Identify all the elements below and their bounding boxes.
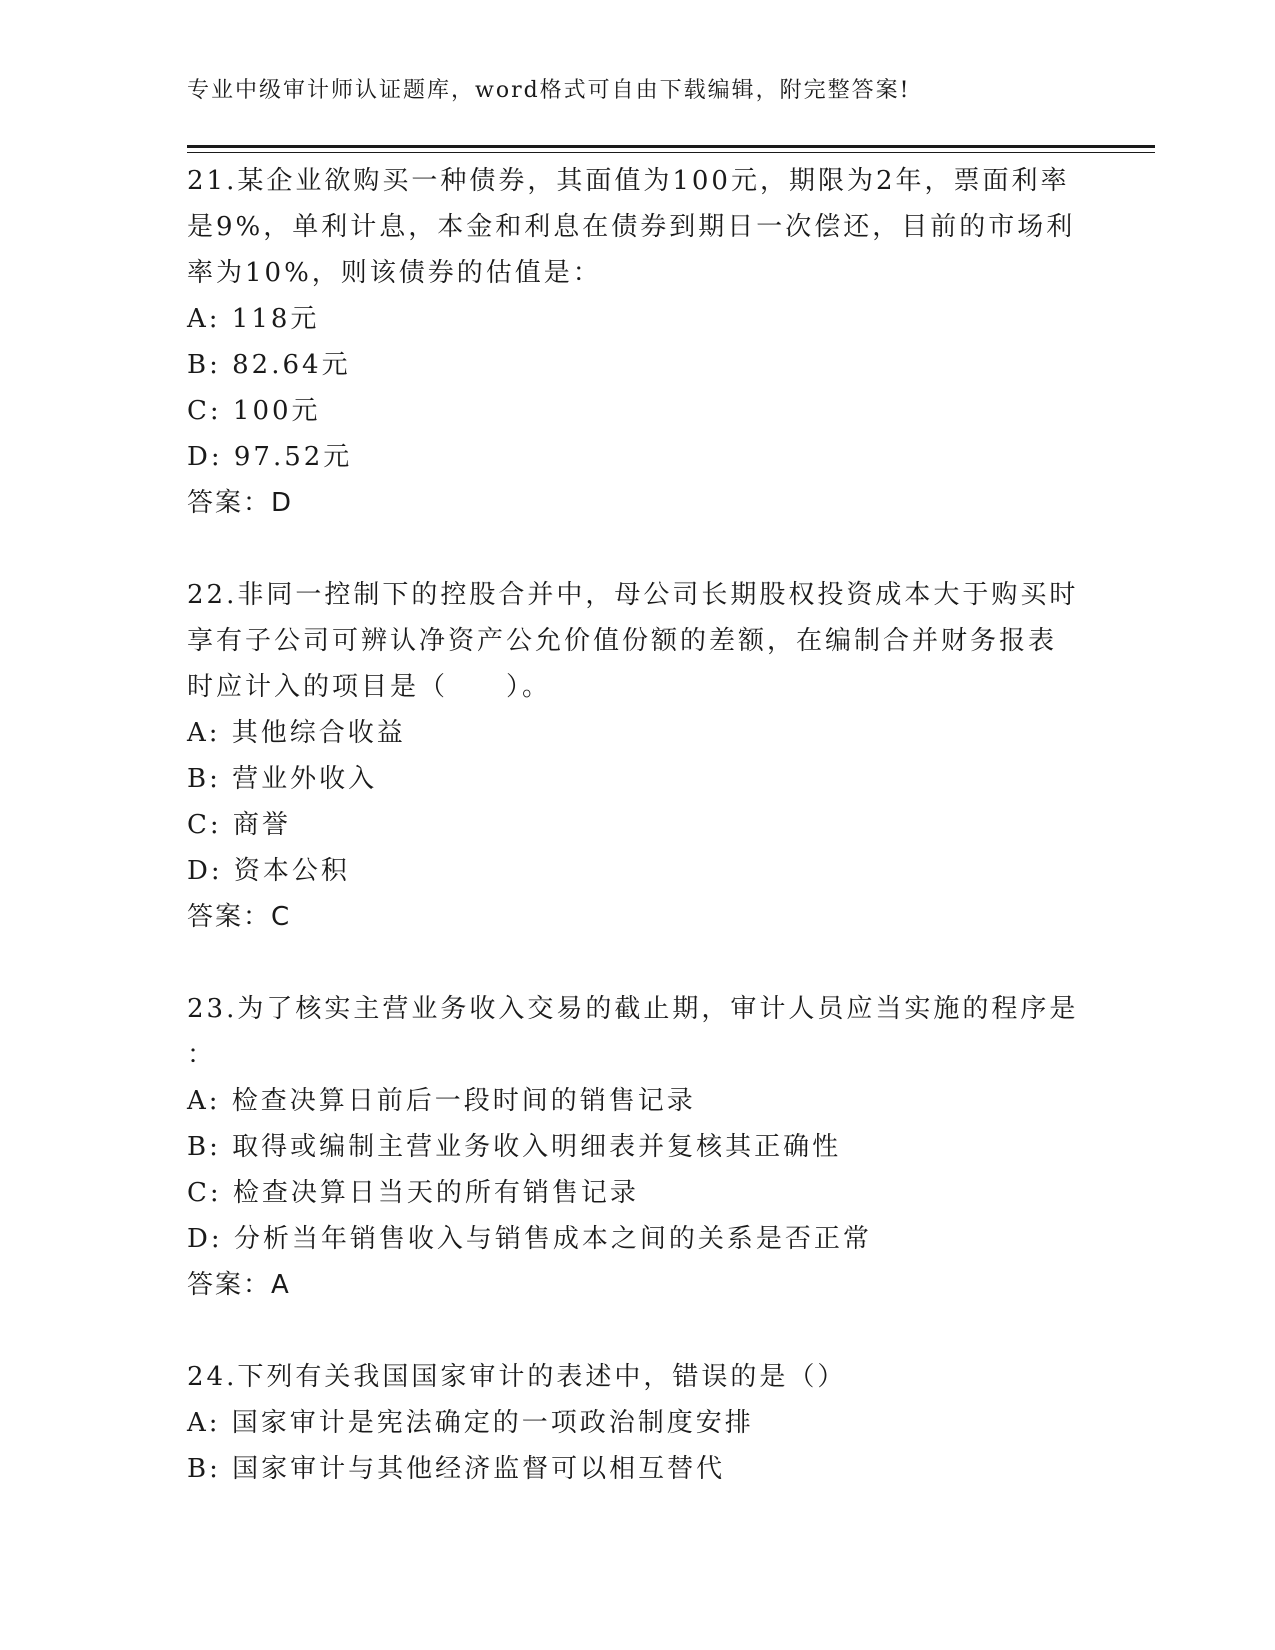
option-c: C: 100元 [187, 396, 321, 426]
option-d: D: 分析当年销售收入与销售成本之间的关系是否正常 [187, 1224, 872, 1254]
option-a: A: 其他综合收益 [187, 718, 406, 748]
option-c: C: 检查决算日当天的所有销售记录 [187, 1178, 639, 1208]
answer-label: 答案：A [187, 1270, 291, 1300]
spacer [187, 526, 1087, 572]
option-d: D: 资本公积 [187, 856, 350, 886]
question-21 [187, 158, 1087, 526]
header-rule-thin [187, 152, 1155, 153]
question-stem-line: 时应计入的项目是（ ）。 [187, 672, 552, 702]
option-b: B: 取得或编制主营业务收入明细表并复核其正确性 [187, 1132, 842, 1162]
question-stem-line: ： [187, 1040, 217, 1070]
question-list [187, 158, 1087, 1492]
header-rule-thick [187, 145, 1155, 148]
question-23 [187, 986, 1087, 1308]
spacer [187, 1308, 1087, 1354]
answer-label: 答案：D [187, 488, 294, 518]
question-stem-line: 22.非同一控制下的控股合并中，母公司长期股权投资成本大于购买时 [187, 580, 1079, 610]
question-stem-line: 率为10%，则该债券的估值是： [187, 258, 602, 288]
option-a: A: 国家审计是宪法确定的一项政治制度安排 [187, 1408, 754, 1438]
option-b: B: 82.64元 [187, 350, 351, 380]
question-22 [187, 572, 1087, 940]
question-stem-line: 24.下列有关我国国家审计的表述中，错误的是（） [187, 1362, 847, 1392]
question-24 [187, 1354, 1087, 1492]
spacer [187, 940, 1087, 986]
question-stem-line: 23.为了核实主营业务收入交易的截止期，审计人员应当实施的程序是 [187, 994, 1079, 1024]
option-b: B: 国家审计与其他经济监督可以相互替代 [187, 1454, 726, 1484]
page-header: 专业中级审计师认证题库，word格式可自由下载编辑，附完整答案! [187, 78, 911, 103]
option-c: C: 商誉 [187, 810, 291, 840]
option-d: D: 97.52元 [187, 442, 353, 472]
option-a: A: 检查决算日前后一段时间的销售记录 [187, 1086, 696, 1116]
option-a: A: 118元 [187, 304, 320, 334]
question-stem-line: 享有子公司可辨认净资产公允价值份额的差额，在编制合并财务报表 [187, 626, 1058, 656]
question-stem-line: 21.某企业欲购买一种债券，其面值为100元，期限为2年，票面利率 [187, 166, 1070, 196]
question-stem-line: 是9%，单利计息，本金和利息在债券到期日一次偿还，目前的市场利 [187, 212, 1076, 242]
option-b: B: 营业外收入 [187, 764, 378, 794]
answer-label: 答案：C [187, 902, 292, 932]
